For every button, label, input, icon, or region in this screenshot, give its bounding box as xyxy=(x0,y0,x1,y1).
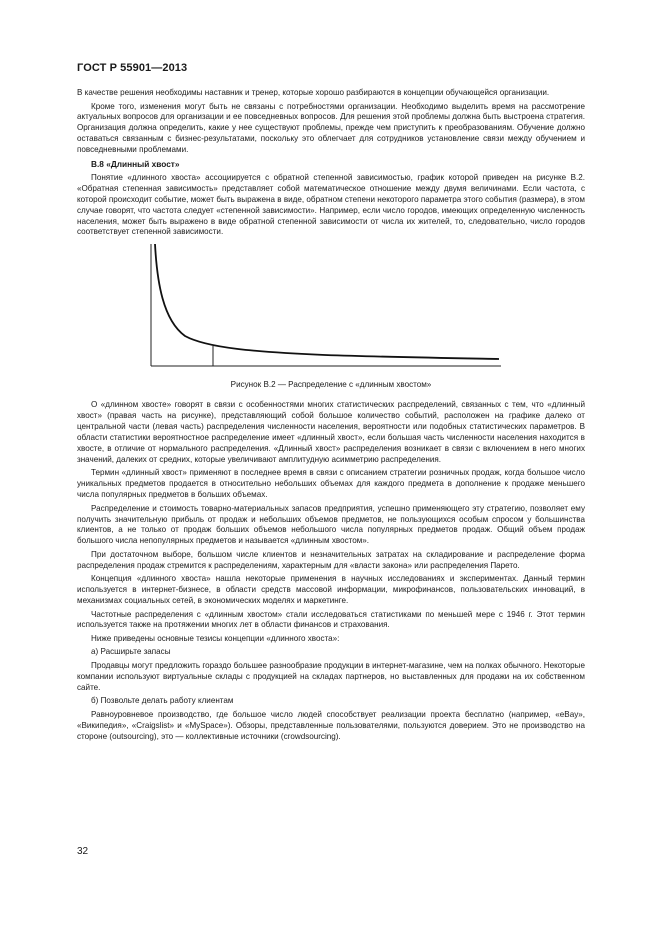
list-item-heading: б) Позвольте делать работу клиентам xyxy=(91,696,234,706)
list-item-text: Продавцы могут предложить гораздо большее разнообразие продукции в интернет-магазине, чем на полках обычного. Некоторые компании используют виртуальные склады с продукцией на складах партнеров, но выставленных для продажи на их собственном сайте. xyxy=(77,660,585,692)
section-title: B.8 «Длинный хвост» xyxy=(91,159,180,170)
theses-list xyxy=(77,647,585,742)
paragraph: В качестве решения необходимы наставник и тренер, которые хорошо разбираются в концепции обучающейся организации. xyxy=(77,88,550,97)
list-item-heading: а) Расширьте запасы xyxy=(91,647,171,657)
paragraph: Концепция «длинного хвоста» нашла некоторые применения в научных исследованиях и экспериментах. Данный термин используется в интернет-бизнесе, в области средств массовой информации, микрофинансов, пользовательских инноваций, в механизмах социальных сетей, в экономических моделях и маркетинге. xyxy=(77,574,585,606)
paragraph: Распределение и стоимость товарно-материальных запасов предприятия, успешно применяющего эту стратегию, позволяет ему получить значительную прибыль от продаж и небольших объемов предметов, не пользующихся особым спросом у большинства клиентов, а не только от продаж больших объемов небольшого числа популярных предметов продаж. Общий объем продаж большого числа непопулярных предметов и называется «длинным хвостом». xyxy=(77,503,585,546)
document-body xyxy=(77,88,585,745)
list-item-text: Равноуровневое производство, где большое число людей способствует реализации проекта бесплатно (например, «eBay», «Википедия», «Craigslist» и «MySpace»). Обзоры, представленные пользователями, пользуются доверием. Это не производство на стороне (outsourcing), это — коллективные источники (crowdsourcing). xyxy=(77,709,585,741)
section-intro: Понятие «длинного хвоста» ассоциируется с обратной степенной зависимостью, график которой приведен на рисунке В.2. «Обратная степенная зависимость» представляет собой математическое отношение между двумя величинами. Если частота, с которой происходит событие, может быть выражена в виде, обратном степени некоторого параметра этого события (размера), в этом случае говорят, что частота следует «степенной зависимости». Например, если число городов, имеющих определенную численность населения, может быть выражено в виде обратной степенной зависимости от числа их жителей, то, следовательно, число городов соответствует степенной зависимости. xyxy=(77,172,585,237)
long-tail-plot xyxy=(145,242,505,376)
paragraph: Ниже приведены основные тезисы концепции «длинного хвоста»: xyxy=(91,633,340,643)
document-header: ГОСТ Р 55901—2013 xyxy=(77,62,188,74)
figure-long-tail xyxy=(77,242,585,376)
paragraph: Частотные распределения с «длинным хвостом» стали исследоваться статистиками по меньшей мере с 1946 г. Этот термин используется также на протяжении многих лет в области финансов и страхования. xyxy=(77,609,585,630)
paragraph: Термин «длинный хвост» применяют в последнее время в связи с описанием стратегии розничных продаж, когда большое число уникальных предметов продается в относительно небольших объемах для каждого предмета в дополнение к продаже меньшего числа популярных предметов в больших объемах. xyxy=(77,468,585,500)
paragraph: О «длинном хвосте» говорят в связи с особенностями многих статистических распределений, связанных с тем, что «длинный хвост» (правая часть на рисунке), представляющий собой большое количество событий, расположен на графике далеко от центральной части (левая часть) распределения численности населения, вероятности или подобных статистических параметров. В области статистики вероятностное распределение имеет «длинный хвост», если большая часть численности населения находится в хвосте, в отличие от нормального распределения. «Длинный хвост» распределения возникает в связи с включением в него многих значений, далеких от средних, которые увеличивают амплитудную асимметрию распределения. xyxy=(77,400,585,464)
figure-caption: Рисунок В.2 — Распределение с «длинным хвостом» xyxy=(230,380,432,390)
paragraph: При достаточном выборе, большом числе клиентов и незначительных затратах на складирование и распределение форма распределения продаж стремится к распределениям, характерным для «власти закона» или распределения Парето. xyxy=(77,549,585,570)
page-number: 32 xyxy=(77,846,89,857)
paragraph: Кроме того, изменения могут быть не связаны с потребностями организации. Необходимо выделить время на рассмотрение актуальных вопросов для организации и ее повседневных вопросов. Для решения этой проблемы должна быть выстроена стратегия. Организация должна определить, какие у нее существуют проблемы, прежде чем приступить к преобразованиям. Обучение должно оставаться связанным с бизнес-результатами, поскольку это облегчает для сотрудников установление связи между обучением и повседневными проблемами. xyxy=(77,101,585,155)
distribution-curve xyxy=(155,244,499,359)
